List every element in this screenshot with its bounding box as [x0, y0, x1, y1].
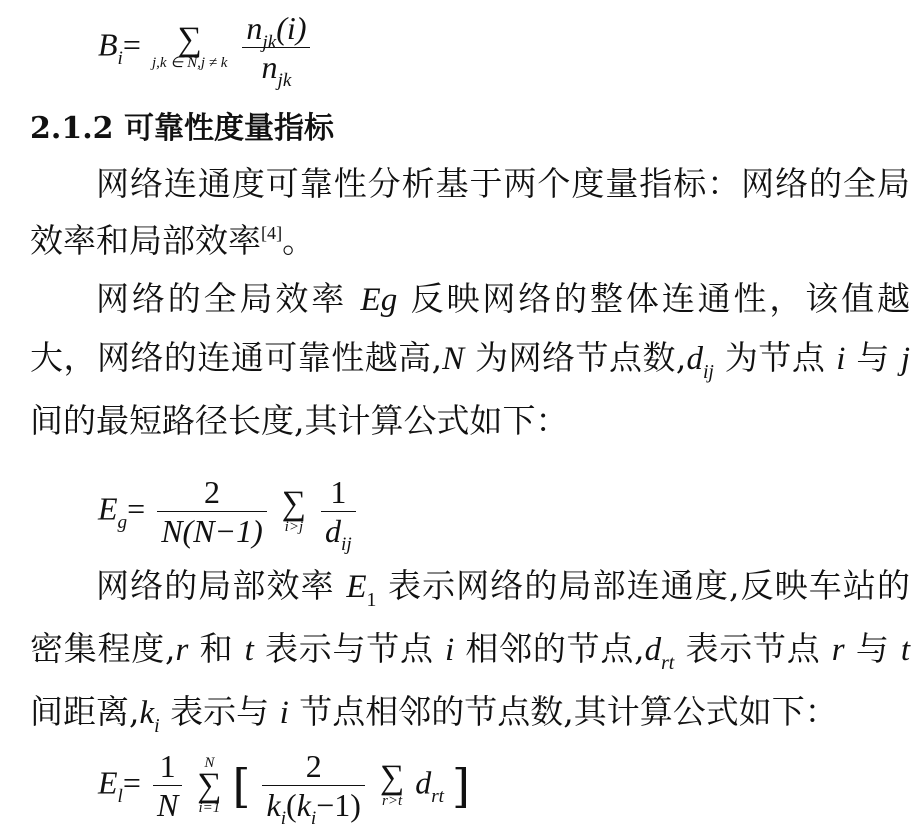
fraction: $\frac{2}{N(N-1)}$	[157, 474, 267, 550]
paragraph-local-efficiency: 网络的局部效率 $E_1$ 表示网络的局部连通度,反映车站的密集程度,r 和 t 表示与节点 i 相邻的节点$,d_{rt}$ 表示节点 r 与 t 间距离$,k_i$ 表示与 i 节点相邻的节点数,其计算公式如下：	[30, 566, 911, 737]
formula-global-efficiency: $E_g=$ $\frac{2}{N(N-1)}$ ∑ i>j $\frac{1}{d_{ij}}$	[98, 474, 360, 550]
sum-operator: N ∑ i=1	[197, 754, 222, 817]
paragraph-intro: 网络连通度可靠性分析基于两个度量指标：网络的全局效率和局部效率[4]。	[30, 164, 910, 260]
fraction: $\frac{n_{jk}(i)}{n_{jk}}$	[242, 10, 310, 86]
paragraph-global-efficiency: 网络的全局效率 Eg 反映网络的整体连通性，该值越大，网络的连通可靠性越高,N 为网络节点数$,d_{ij}$ 为节点 i 与 j 间的最短路径长度,其计算公式如下：	[30, 279, 911, 440]
citation-ref: [4]	[261, 223, 283, 244]
formula-lhs: B	[98, 26, 118, 63]
formula-local-efficiency: $E_l=$ $\frac{1}{N}$ N ∑ i=1 [ $\frac{2}{k_i(k_i-1)}$ ∑ r>t $d_{rt}$ ]	[98, 748, 470, 830]
formula-betweenness: $B_i=$ ∑ j,k ∈ N,j ≠ k $\frac{n_{jk}(i)}{n_{jk}}$	[98, 10, 314, 86]
fraction: $\frac{1}{d_{ij}}$	[321, 474, 356, 550]
fraction: $\frac{1}{N}$	[153, 748, 182, 824]
sum-operator: ∑ r>t	[379, 759, 405, 809]
section-heading: 2.1.2 可靠性度量指标	[30, 111, 334, 146]
sum-operator: ∑ j,k ∈ N,j ≠ k	[151, 21, 228, 71]
sum-operator: ∑ i>j	[281, 485, 307, 535]
fraction: $\frac{2}{k_i(k_i-1)}$	[262, 748, 364, 824]
sum-limit: j,k ∈ N,j ≠ k	[151, 54, 228, 71]
